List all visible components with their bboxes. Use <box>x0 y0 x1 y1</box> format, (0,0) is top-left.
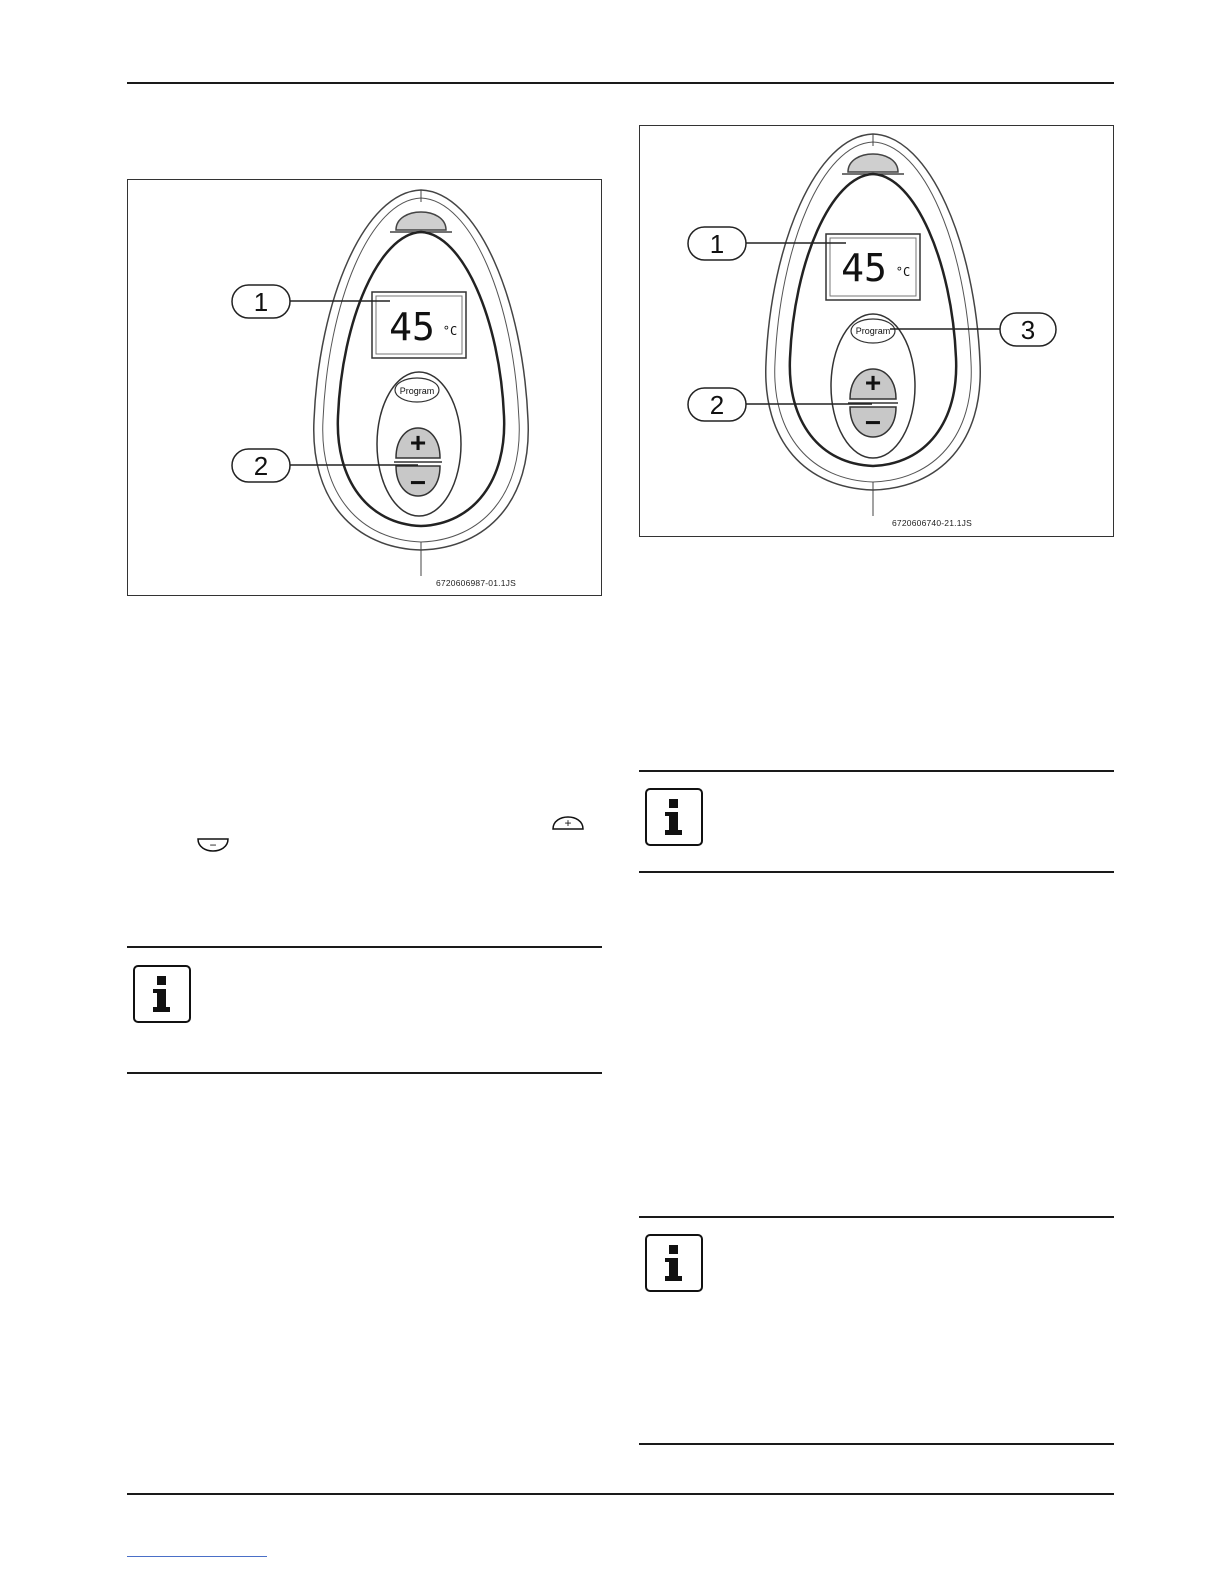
info-rule-bottom-left <box>127 1072 602 1074</box>
callout-1: 1 <box>253 287 269 317</box>
header-rule <box>127 82 1114 84</box>
callout-3: 3 <box>1020 315 1036 345</box>
info-icon <box>645 1234 703 1292</box>
callout-2: 2 <box>253 451 269 481</box>
program-button-label: Program <box>855 326 891 336</box>
display-value: 45 <box>389 305 435 349</box>
display-unit: °C <box>895 265 911 279</box>
figure-right <box>639 125 1114 537</box>
display-unit: °C <box>442 324 458 338</box>
info-rule-top-right-1 <box>639 770 1114 772</box>
info-rule-bottom-right-1 <box>639 871 1114 873</box>
callout-2: 2 <box>709 390 725 420</box>
footer-link-underline[interactable] <box>127 1556 267 1557</box>
plus-button-label: + <box>864 367 882 398</box>
info-rule-bottom-right-2 <box>639 1443 1114 1445</box>
figure-code-right: 6720606740-21.1JS <box>892 518 972 528</box>
callout-1: 1 <box>709 229 725 259</box>
remote-control-left <box>128 180 603 597</box>
minus-button-icon <box>196 836 230 858</box>
program-button-label: Program <box>399 386 435 396</box>
svg-text:+: + <box>564 816 572 830</box>
minus-button-label: − <box>864 407 882 438</box>
display-value: 45 <box>841 246 887 290</box>
plus-button-icon <box>551 810 585 832</box>
svg-text:−: − <box>209 838 217 852</box>
info-icon <box>133 965 191 1023</box>
info-rule-top-right-2 <box>639 1216 1114 1218</box>
figure-left <box>127 179 602 596</box>
remote-control-right <box>640 126 1115 538</box>
figure-code-left: 6720606987-01.1JS <box>436 578 516 588</box>
info-rule-top-left <box>127 946 602 948</box>
footer-rule <box>127 1493 1114 1495</box>
plus-button-label: + <box>409 427 427 458</box>
info-icon <box>645 788 703 846</box>
minus-button-label: − <box>409 467 427 498</box>
